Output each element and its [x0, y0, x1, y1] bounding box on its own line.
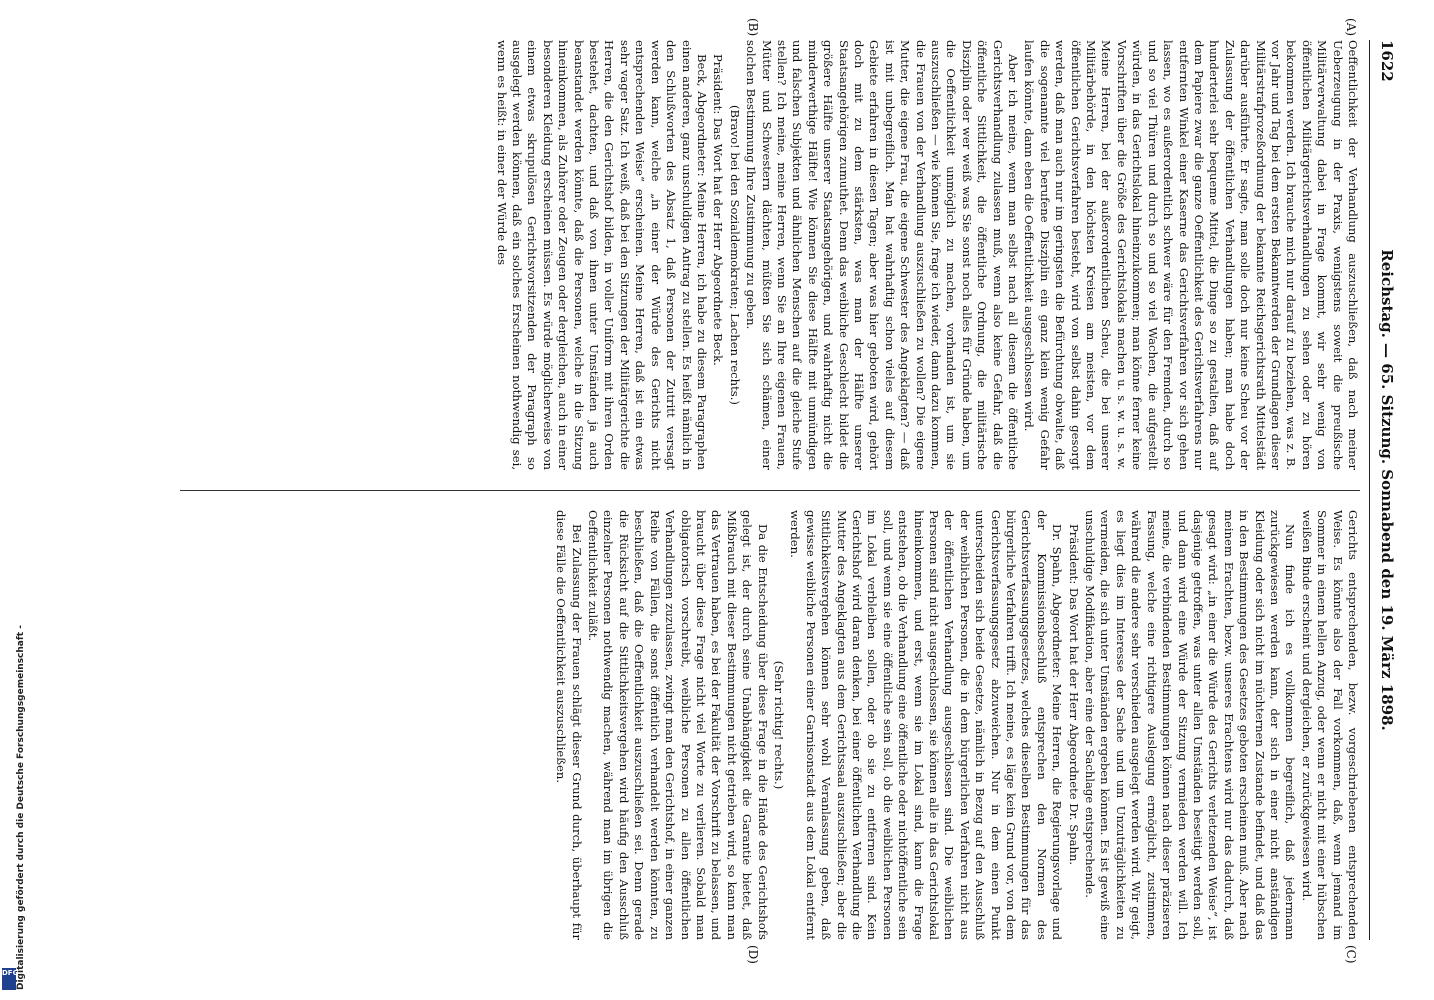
speaker-paragraph: Präsident: Das Wort hat der Herr Abgeordnete Beck.	[711, 54, 726, 366]
paragraph: Bei Zulassung der Frauen schlägt dieser Grund durch, überhaupt für diese Fälle die Oeffentlichkeit auszuschließen.	[554, 510, 584, 940]
credit-text: Digitalisierung gefördert durch die Deutsche Forschungsgemeinschaft -	[16, 625, 26, 990]
margin-mark-d: (D)	[746, 945, 760, 964]
paragraph: Oeffentlichkeit der Verhandlung auszuschließen, daß nach meiner Ueberzeugung in der Praxis, wenigstens soweit die preußische Militärverwaltung dabei in Frage kommt, wir sehr wenig von öffentlichen Militärgerichtsverhandlungen zu sehen oder zu hören bekommen werden. Ich brauche mich nur darauf zu beziehen, was z. B. vor Jahr und Tag bei dem ersten Bekanntwerden der Grundlagen dieser Militärstrafprozeßordnung der bekannte Reichsgerichtsrath Mittelstädt darüber ausführte. Er sagte, man solle doch nur keine Scheu vor der Zulassung der öffentlichen Verhandlungen haben; man habe doch hunderterlei sehr bequeme Mittel, die Dinge so zu gestalten, daß auf dem Papiere zwar die ganze Oeffentlichkeit des Gerichtsverfahrens nur entfernten Winkel einer Kaserne das Gerichtsverfahren vor sich gehen lassen, wo es außerordentlich schwer wäre für den Fremden, durch so und so viel Thüren und durch so und so viel Wachen, die aufgestellt würden, in das Gerichtslokal hineinzukommen; man könne ferner keine Vorschriften über die Größe des Gerichtslokals machen u. s. w. u. s. w. Meine Herren, bei der außerordentlichen Scheu, die bei unserer Militärbehörde, in den höchsten Kreisen am meisten, vor dem öffentlichen Gerichtsverfahren besteht, wird von selbst dahin gesorgt werden, daß man auch nur im geringsten die Befürchtung obwalte, daß die sogenannte viel berufene Disziplin ein ganz klein wenig Gefahr laufen könnte, dann eben die Oeffentlichkeit ausgeschlossen wird.	[1022, 40, 1360, 470]
paragraph: Da die Entscheidung über diese Frage in die Hände des Gerichtshofs gelegt ist, der durch seine Unabhängigkeit die Garantie bietet, daß Mißbrauch mit dieser Bestimmungen nicht getrieben wird, so kann man das Vertrauen haben, es bei der Fakultät der Vorschrift zu belassen, und braucht über diese Frage nicht viel Worte zu verlieren. Sobald man obligatorisch vorschreibt, weibliche Personen zu allen öffentlichen Verhandlungen zuzulassen, zwingt man den Gerichtshof, in einer ganzen Reihe von Fällen, die sonst öffentlich verhandelt werden könnten, zu beschließen, daß die Oeffentlichkeit auszuschließen sei. Denn gerade die Rücksicht auf die Sittlichkeitsvergehen wird häufig den Ausschluß einzelner Personen nothwendig machen, während man im übrigen die Oeffentlichkeit zuläßt.	[586, 510, 770, 940]
speaker-paragraph: Dr. Spahn, Abgeordneter: Meine Herren, die Regierungsvorlage und der Kommissionsbeschluß entsprechen den Normen des Gerichtsverfassungsgesetzes, welches dieselben Bestimmungen für das bürgerliche Verfahren trifft. Ich meine, es läge kein Grund vor, von dem Gerichtsverfassungsgesetz abzuweichen. Nur in dem einen Punkt unterscheiden sich beide Gesetze, nämlich in Bezug auf den Ausschluß der weiblichen Personen, die in dem bürgerlichen Verfahren nicht aus der öffentlichen Verhandlung ausgeschlossen sind. Die weiblichen Personen sind nicht ausgeschlossen, sie können alle in das Gerichtslokal hineinkommen, und erst, wenn sie im Lokal sind, kann die Frage entstehen, ob die Verhandlung eine öffentliche oder nichtöffentliche sein soll, und wenn sie eine öffentliche sein soll, ob die weiblichen Personen im Lokal verbleiben sollen, oder ob sie zu entfernen sind. Kein Gerichtshof wird daran denken, bei einer öffentlichen Verhandlung die Mutter des Angeklagten aus dem Gerichtssaal auszuschließen; aber die Sittlichkeitsvergehen können sehr wohl Veranlassung geben, daß gewisse weibliche Personen einer Garnisonstadt aus dem Lokal entfernt werden.	[788, 510, 1065, 940]
speaker-paragraph: Beck, Abgeordneter: Meine Herren, ich habe zu diesem Paragraphen einen anderen, ganz unschuldigen Antrag zu stellen. Es heißt nämlich in den Schlußworten des Absatz 1, daß Personen der Zutritt versagt werden kann, welche „in einer der Würde des Gerichts nicht entsprechenden Weise“ erscheinen. Meine Herren, daß ist ein etwas sehr vager Satz. Ich weiß, daß bei den Sitzungen der Militärgerichte die Herren, die den Gerichtshof bilden, in voller Uniform mit ihren Orden bestehet, dachten, und daß von ihnen unter Umständen ja auch beanstandet werden könnte, daß die Personen, welche in die Sitzung hineinkommen, als Zuhörer oder Zeugen oder dergleichen, auch in einer besonderen Kleidung erscheinen müssen. Es würde möglicherweise von einem etwas skrupulösen Gerichtsvorsitzenden der Paragraph so ausgelegt werden können, daß ein solches Erscheinen nothwendig sei, wenn es heißt: in einer der Würde des	[494, 40, 709, 470]
paragraph: Nun finde ich es vollkommen begreiflich, daß jedermann zurückgewiesen werden kann, der sich in einer nicht anständigen Kleidung oder sich nicht im nüchternen Zustande befindet, und daß das in den Bestimmungen des Gesetzes geboten erscheinen muß. Aber nach meinem Erachten, bezw. unseres Erachtens wird nur das dadurch, daß gesagt wird: „in einer die Würde des Gerichts verletzenden Weise“, ist dasjenige getroffen, was unter allen Umständen beseitigt werden soll, und dann wird eine Würde der Sitzung vermieden werden will. Ich meine, die verbindenden Bestimmungen können nach dieser präziseren Fassung, welche eine richtigere Auslegung ermöglicht, zustimmen, während die andere sehr verschieden ausgelegt werden wird. Wir geigt, es liegt dies im Interesse der Sache und um Unzuträglichkeiten zu vermeiden, die sich unter Umständen ergeben können. Es ist gewiß eine unschuldige Modifikation, aber eine der Sachlage entsprechende.	[1083, 510, 1298, 940]
rotated-page-content	[80, 18, 1400, 964]
digitization-credit	[4, 610, 26, 990]
margin-mark-a: (A)	[1344, 18, 1358, 37]
interjection: (Sehr richtig! rechts.)	[771, 660, 786, 790]
margin-mark-b: (B)	[746, 18, 760, 37]
column-divider	[180, 490, 1360, 491]
right-column	[552, 510, 1360, 940]
left-column	[492, 40, 1360, 470]
margin-mark-c: (C)	[1344, 945, 1358, 964]
interjection: (Bravo! bei den Sozialdemokraten; Lachen rechts.)	[727, 105, 742, 405]
paragraph: Gerichts entsprechenden, bezw. vorgeschriebenen entsprechenden Weise. Es könnte also der Fall vorkommen, daß, wenn jemand im Sommer in einem hellen Anzug, oder wenn er nicht mit einer hübschen weißen Binde erscheint und dergleichen, er zurückgewiesen wird.	[1299, 510, 1360, 940]
page-header	[1369, 40, 1400, 940]
speaker-paragraph: Präsident: Das Wort hat der Herr Abgeordnete Dr. Spahn.	[1066, 524, 1081, 866]
paragraph: Aber ich meine, wenn man selbst nach all diesem die öffentliche Gerichtsverhandlung zulassen muß, wenn also keine Gefahr, daß die öffentliche Sittlichkeit, die öffentliche Ordnung, die militärische Disziplin oder wer weiß was Sie sonst noch alles für Gründe haben, um die Oeffentlichkeit unmöglich zu machen, vorhanden ist, um sie auszuschließen — wie können Sie, frage ich wieder, dann dazu kommen, die Frauen von der Verhandlung auszuschließen zu wollen? Die eigene Mutter, die eigene Frau, die eigene Schwester des Angeklagten? — daß ist mit unbegreiflich. Man hat wahrhaftig schon vieles auf diesem Gebiete erfahren in diesen Tagen; aber was hier geboten wird, gehört doch mit zu dem stärksten, was man der Hälfte unserer Staatsangehörigen zumuthet. Denn das weibliche Geschlecht bildet die größere Hälfte unserer Staatsangehörigen, und wahrhaftig nicht die minderwerthige Hälfte! Wie können Sie diese Hälfte mit unmündigen und falschen Subjekten und ähnlichen Menschen auf die gleiche Stufe stellen? Ich meine, meine Herren, wenn Sie an Ihre eigenen Frauen, Mütter und Schwestern dächten, müßten Sie sich schämen, einer solchen Bestimmung Ihre Zustimmung zu geben.	[744, 40, 1021, 470]
page-number: 1622	[1378, 40, 1396, 82]
page-title: Reichstag. — 65. Sitzung. Sonnabend den 19. März 1898.	[1378, 249, 1396, 731]
dfg-logo: DFG	[2, 968, 16, 990]
